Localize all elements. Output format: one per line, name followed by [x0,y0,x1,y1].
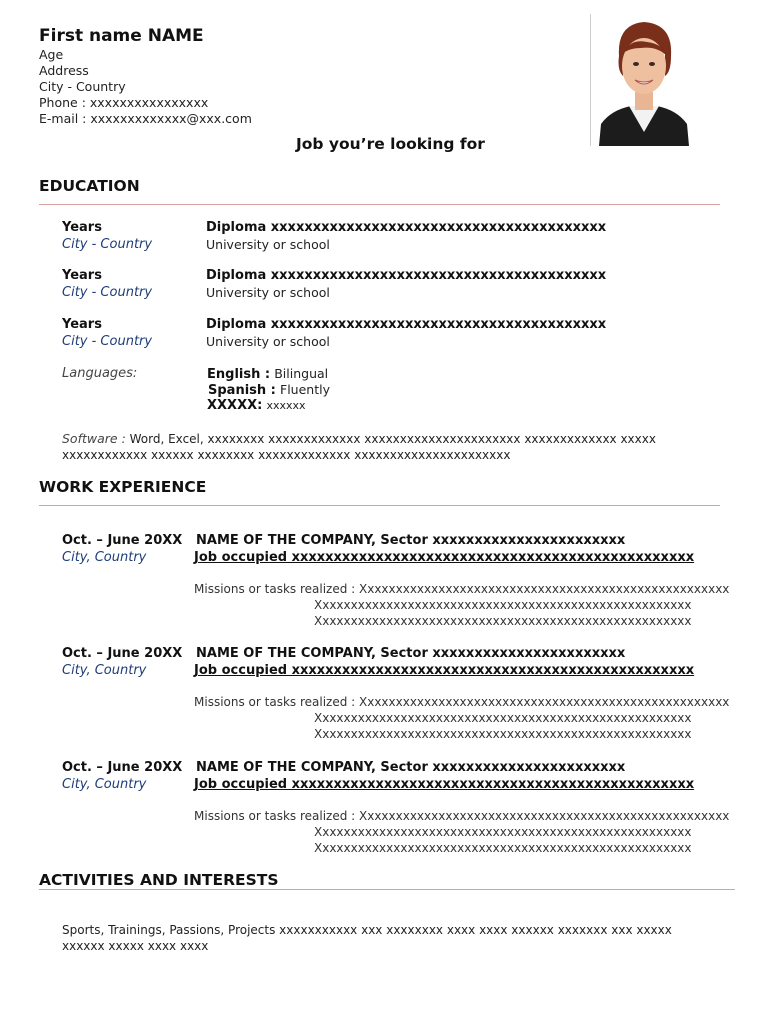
work-mission-line [194,582,729,596]
missions-label: Missions or tasks realized : [194,809,359,823]
work-divider [39,505,720,506]
activities-heading: ACTIVITIES AND INTERESTS [39,871,279,889]
phone: Phone : xxxxxxxxxxxxxxxx [39,95,209,110]
education-school: University or school [206,285,330,300]
job-title: Job you’re looking for [296,135,485,153]
software-label: Software : [62,431,126,446]
language-level: Bilingual [274,366,329,381]
language-name: XXXXX: [207,398,263,413]
city-country: City - Country [39,79,126,94]
language-item [207,366,328,382]
education-diploma: Diploma xxxxxxxxxxxxxxxxxxxxxxxxxxxxxxxxxxxxxxxx [206,220,607,235]
language-item [207,398,306,413]
portrait-image [591,14,697,146]
education-location: City - Country [62,334,153,349]
address: Address [39,63,89,78]
missions-label: Missions or tasks realized : [194,582,359,596]
profile-photo [590,14,697,146]
work-location: City, Country [62,663,147,678]
work-job: Job occupied xxxxxxxxxxxxxxxxxxxxxxxxxxxxxxxxxxxxxxxxxxxxxxxx [194,777,695,792]
work-location: City, Country [62,777,147,792]
work-company: NAME OF THE COMPANY, Sector xxxxxxxxxxxxxxxxxxxxxxx [196,646,626,661]
mission-text: Xxxxxxxxxxxxxxxxxxxxxxxxxxxxxxxxxxxxxxxxxxxxxxxxxxxxx [314,598,692,612]
mission-text: Xxxxxxxxxxxxxxxxxxxxxxxxxxxxxxxxxxxxxxxxxxxxxxxxxxxxx [314,841,692,855]
language-name: Spanish : [208,383,276,398]
work-job: Job occupied xxxxxxxxxxxxxxxxxxxxxxxxxxxxxxxxxxxxxxxxxxxxxxxx [194,550,695,565]
work-location: City, Country [62,550,147,565]
work-dates: Oct. – June 20XX [62,646,183,661]
education-location: City - Country [62,285,153,300]
language-level: Fluently [280,382,330,397]
activities-text: Sports, Trainings, Passions, Projects xxxxxxxxxxx xxx xxxxxxxx xxxx xxxx xxxxxx xxxxxxx xxx xxxxx xxxxxx xxxxx xxxx xxxx [62,923,672,953]
mission-text: Xxxxxxxxxxxxxxxxxxxxxxxxxxxxxxxxxxxxxxxxxxxxxxxxxxxxx [314,727,692,741]
email: E-mail : xxxxxxxxxxxxx@xxx.com [39,111,252,126]
work-company: NAME OF THE COMPANY, Sector xxxxxxxxxxxxxxxxxxxxxxx [196,760,626,775]
education-diploma: Diploma xxxxxxxxxxxxxxxxxxxxxxxxxxxxxxxxxxxxxxxx [206,317,607,332]
software-text: Word, Excel, xxxxxxxx xxxxxxxxxxxxx xxxxxxxxxxxxxxxxxxxxxx xxxxxxxxxxxxx xxxxx xxxxxxxxxxxx xxxxxx xxxxxxxx xxxxxxxxxxxxx xxxxxxxxxxxxxxxxxxxxxx [62,432,656,462]
mission-text: Xxxxxxxxxxxxxxxxxxxxxxxxxxxxxxxxxxxxxxxxxxxxxxxxxxxx [359,582,730,596]
languages-label: Languages: [62,366,138,381]
work-experience-heading: WORK EXPERIENCE [39,478,207,496]
language-name: English : [207,367,271,382]
education-location: City - Country [62,237,153,252]
education-school: University or school [206,334,330,349]
work-dates: Oct. – June 20XX [62,533,183,548]
activities-divider [39,889,735,890]
language-item [208,382,330,398]
language-level: xxxxxx [266,399,306,412]
work-dates: Oct. – June 20XX [62,760,183,775]
missions-label: Missions or tasks realized : [194,695,359,709]
work-mission-line [194,695,729,709]
mission-text: Xxxxxxxxxxxxxxxxxxxxxxxxxxxxxxxxxxxxxxxxxxxxxxxxxxxxx [314,711,692,725]
mission-text: Xxxxxxxxxxxxxxxxxxxxxxxxxxxxxxxxxxxxxxxxxxxxxxxxxxxxx [314,614,692,628]
age: Age [39,47,64,62]
work-company [196,533,625,548]
education-school: University or school [206,237,330,252]
work-mission-line [194,809,729,823]
mission-text: Xxxxxxxxxxxxxxxxxxxxxxxxxxxxxxxxxxxxxxxxxxxxxxxxxxxxx [314,825,692,839]
education-diploma: Diploma xxxxxxxxxxxxxxxxxxxxxxxxxxxxxxxxxxxxxxxx [206,268,607,283]
company-text: NAME OF THE COMPANY, Sector xxxxxxxxxxxxxxxxxxxxxxx [196,533,626,548]
mission-text: Xxxxxxxxxxxxxxxxxxxxxxxxxxxxxxxxxxxxxxxxxxxxxxxxxxxx [359,695,730,709]
education-years: Years [62,317,102,332]
software-line [62,431,692,463]
education-years: Years [62,220,102,235]
work-job: Job occupied xxxxxxxxxxxxxxxxxxxxxxxxxxxxxxxxxxxxxxxxxxxxxxxx [194,663,695,678]
education-divider [39,204,720,205]
education-years: Years [62,268,102,283]
education-heading: EDUCATION [39,177,140,195]
candidate-name: First name NAME [39,26,204,46]
mission-text: Xxxxxxxxxxxxxxxxxxxxxxxxxxxxxxxxxxxxxxxxxxxxxxxxxxxx [359,809,730,823]
